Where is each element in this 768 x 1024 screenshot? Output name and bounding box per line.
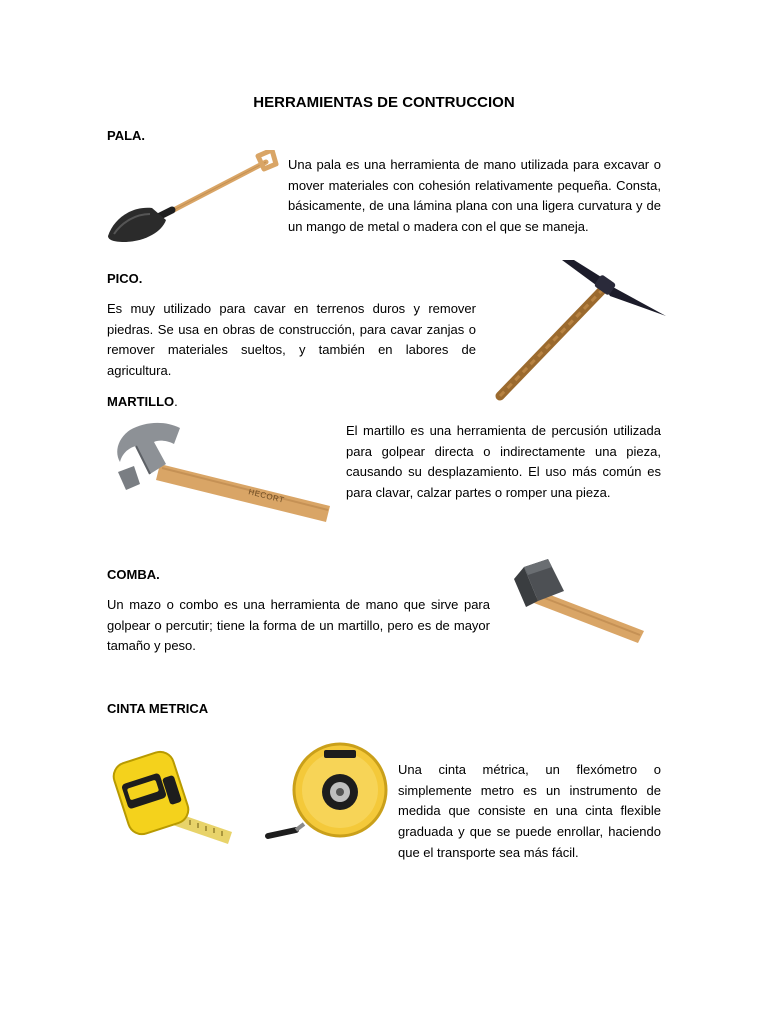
claw-hammer-image (110, 418, 338, 528)
heading-pico: PICO. (107, 271, 143, 286)
sledgehammer-image (510, 557, 650, 647)
tape-measure-image (108, 748, 238, 852)
martillo-description: El martillo es una herramienta de percusión utilizada para golpear directa o indirectamente una pieza, causando su desplazamiento. El uso más común es para clavar, calzar partes o romper una pieza. (346, 423, 661, 501)
pala-description: Una pala es una herramienta de mano utilizada para excavar o mover materiales con cohesión relativamente pequeña. Consta, básicamente, de una lámina plana con una ligera curvatura y de un mango de metal o madera con el que se maneja. (288, 157, 661, 235)
hammer-brand-text: HECORT (247, 487, 286, 505)
document-title: HERRAMIENTAS DE CONTRUCCION (253, 94, 515, 111)
cinta-metrica-description: Una cinta métrica, un flexómetro o simplemente metro es un instrumento de medida que consiste en una cinta flexible graduada y que se puede enrollar, haciendo que el transporte sea más fácil. (398, 762, 661, 860)
long-tape-reel-image (264, 740, 392, 848)
shovel-image (104, 150, 279, 248)
pickaxe-image (490, 256, 670, 404)
heading-cinta-metrica: CINTA METRICA (107, 701, 209, 716)
heading-pala: PALA. (107, 128, 146, 143)
heading-martillo-period: . (174, 394, 178, 409)
pico-description: Es muy utilizado para cavar en terrenos duros y remover piedras. Se usa en obras de construcción, para cavar zanjas o remover materiales sueltos, y también en labores de agricultura. (107, 301, 476, 379)
heading-comba: COMBA. (107, 567, 160, 582)
heading-martillo: MARTILLO (107, 394, 175, 409)
comba-description: Un mazo o combo es una herramienta de mano que sirve para golpear o percutir; tiene la forma de un martillo, pero es de mayor tamaño y peso. (107, 597, 490, 654)
heading-martillo-wrap (107, 394, 178, 409)
